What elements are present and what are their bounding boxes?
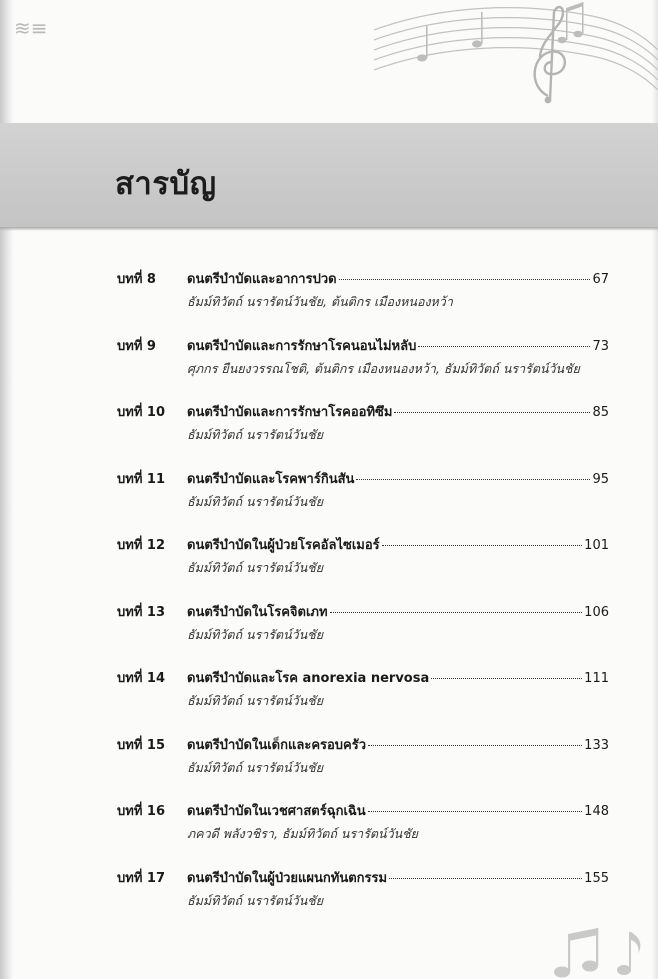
dot-leader: [389, 878, 582, 879]
dot-leader: [418, 346, 590, 347]
dot-leader: [368, 811, 583, 812]
table-of-contents: [117, 268, 609, 933]
toc-entry-chapter-15: [117, 734, 609, 801]
toc-line: [187, 268, 609, 288]
page-number: 155: [584, 870, 609, 886]
chapter-title: ดนตรีบำบัดและการรักษาโรคออทิซึม: [187, 405, 393, 420]
dot-leader: [339, 279, 591, 280]
chapter-title: ดนตรีบำบัดและอาการปวด: [187, 272, 337, 287]
toc-line: [187, 534, 609, 554]
chapter-authors: ธัมม์ทิวัตถ์ นรารัตน์วันชัย: [187, 427, 324, 442]
page-number: 101: [584, 538, 609, 553]
chapter-title: ดนตรีบำบัดในเด็กและครอบครัว: [187, 737, 367, 753]
chapter-authors: ธัมม์ทิวัตถ์ นรารัตน์วันชัย: [187, 693, 324, 708]
chapter-label: บทที่ 14: [117, 671, 166, 686]
toc-line: [187, 401, 609, 421]
toc-entry-chapter-10: [117, 401, 609, 468]
chapter-title: ดนตรีบำบัดและโรคพาร์กินสัน: [187, 471, 355, 487]
page-number: 85: [592, 405, 609, 420]
toc-line: [187, 867, 609, 887]
dot-leader: [368, 745, 582, 746]
chapter-authors: ธัมม์ทิวัตถ์ นรารัตน์วันชัย: [187, 759, 324, 775]
chapter-label: บทที่ 10: [117, 405, 166, 420]
toc-entry-chapter-16: [117, 800, 609, 867]
toc-entry-chapter-13: [117, 601, 609, 668]
chapter-label: บทที่ 8: [117, 272, 156, 287]
toc-line: [187, 667, 609, 687]
title-band: [0, 123, 658, 227]
page-title: สารบัญ: [115, 166, 217, 202]
toc-line: [187, 468, 609, 488]
chapter-title: ดนตรีบำบัดในเวชศาสตร์ฉุกเฉิน: [187, 804, 366, 819]
page-number: 111: [584, 671, 609, 686]
dot-leader: [394, 412, 590, 413]
toc-entry-chapter-17: [117, 867, 609, 934]
page-number: 67: [592, 272, 609, 287]
chapter-authors: ธัมม์ทิวัตถ์ นรารัตน์วันชัย: [187, 493, 324, 509]
corner-mark: ≋≡: [14, 16, 48, 40]
page-number: 133: [584, 737, 609, 753]
chapter-label: บทที่ 17: [117, 870, 166, 886]
page-number: 73: [592, 338, 609, 354]
chapter-label: บทที่ 15: [117, 737, 166, 753]
chapter-authors: ธัมม์ทิวัตถ์ นรารัตน์วันชัย: [187, 626, 324, 642]
toc-line: [187, 800, 609, 820]
chapter-title: ดนตรีบำบัดและโรค anorexia nervosa: [187, 671, 430, 686]
chapter-authors: ธัมม์ทิวัตถ์ นรารัตน์วันชัย, ต้นติกร เมืองหนองหว้า: [187, 294, 453, 309]
page-number: 106: [584, 604, 609, 620]
music-staff-decoration-icon: [372, 0, 658, 110]
chapter-title: ดนตรีบำบัดและการรักษาโรคนอนไม่หลับ: [187, 338, 417, 354]
chapter-title: ดนตรีบำบัดในโรคจิตเภท: [187, 604, 328, 620]
toc-entry-chapter-11: [117, 468, 609, 535]
toc-line: [187, 335, 609, 355]
toc-entry-chapter-8: [117, 268, 609, 335]
toc-entry-chapter-9: [117, 335, 609, 402]
chapter-title: ดนตรีบำบัดในผู้ป่วยโรคอัลไซเมอร์: [187, 538, 380, 553]
toc-entry-chapter-14: [117, 667, 609, 734]
toc-line: [187, 734, 609, 754]
toc-entry-chapter-12: [117, 534, 609, 601]
chapter-label: บทที่ 16: [117, 804, 166, 819]
toc-line: [187, 601, 609, 621]
page-number: 148: [584, 804, 609, 819]
chapter-authors: ศุภกร ยืนยงวรรณโชติ, ต้นติกร เมืองหนองหว้า, ธัมม์ทิวัตถ์ นรารัตน์วันชัย: [187, 360, 580, 376]
chapter-authors: ธัมม์ทิวัตถ์ นรารัตน์วันชัย: [187, 560, 324, 575]
chapter-label: บทที่ 9: [117, 338, 156, 354]
chapter-label: บทที่ 12: [117, 538, 166, 553]
dot-leader: [382, 545, 583, 546]
title-band-shadow: [0, 227, 658, 231]
dot-leader: [431, 678, 582, 679]
dot-leader: [356, 479, 590, 480]
page-number: 95: [592, 471, 609, 487]
chapter-label: บทที่ 11: [117, 471, 166, 487]
chapter-authors: ธัมม์ทิวัตถ์ นรารัตน์วันชัย: [187, 892, 324, 908]
chapter-title: ดนตรีบำบัดในผู้ป่วยแผนกทันตกรรม: [187, 870, 388, 886]
chapter-authors: ภควดี พลังวชิรา, ธัมม์ทิวัตถ์ นรารัตน์วันชัย: [187, 826, 418, 841]
chapter-label: บทที่ 13: [117, 604, 166, 620]
dot-leader: [330, 612, 583, 613]
